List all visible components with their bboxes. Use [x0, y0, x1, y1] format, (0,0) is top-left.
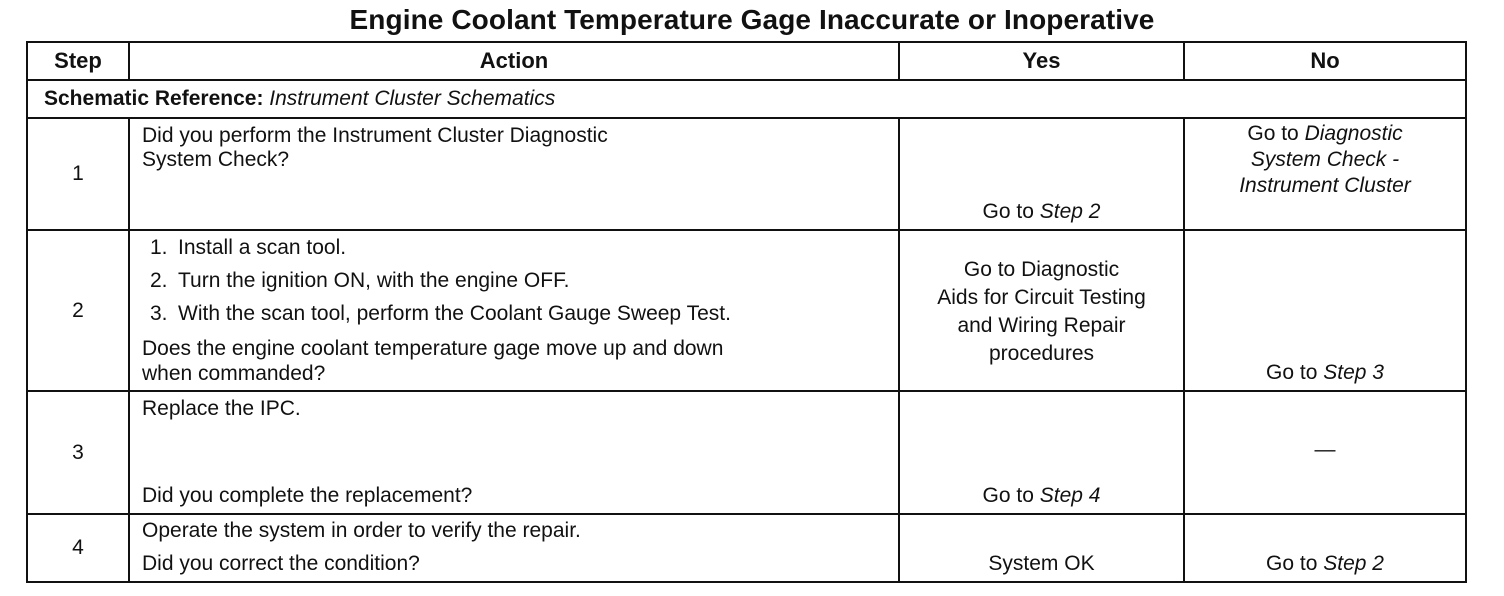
diagnostic-link[interactable]: System Check - [1250, 148, 1400, 171]
no-text: — [1314, 438, 1336, 461]
header-yes: Yes [899, 42, 1184, 80]
schematic-reference-row [27, 80, 1466, 118]
yes-text: Go to [982, 484, 1034, 507]
yes-cell [899, 118, 1184, 230]
no-text: Go to [1266, 361, 1318, 384]
yes-text: System OK [988, 552, 1095, 575]
diagnostic-aids-link[interactable]: Aids for Circuit Testing [937, 286, 1146, 309]
list-item: 3. With the scan tool, perform the Coolant Gauge Sweep Test. [150, 302, 731, 325]
schematic-reference-link[interactable]: Instrument Cluster Schematics [269, 87, 556, 110]
no-cell [1184, 391, 1466, 514]
question-text: Did you correct the condition? [142, 552, 420, 575]
diagnostic-aids-link[interactable]: and Wiring Repair [957, 314, 1126, 337]
step-number: 2 [27, 230, 129, 391]
step-link[interactable]: Step 3 [1323, 361, 1384, 384]
step-link[interactable]: Step 4 [1039, 484, 1101, 507]
diagnostic-aids-link[interactable]: Go to Diagnostic [963, 258, 1120, 281]
action-cell [129, 514, 899, 582]
step-number: 4 [27, 514, 129, 582]
diagnostic-link[interactable]: Instrument Cluster [1239, 174, 1411, 197]
table-row [27, 118, 1466, 230]
question-text: Does the engine coolant temperature gage move up and down [142, 337, 724, 360]
procedure-list [130, 231, 898, 330]
yes-text: Go to [982, 200, 1034, 223]
page-title: Engine Coolant Temperature Gage Inaccurate or Inoperative [349, 4, 1155, 35]
step-number: 1 [27, 118, 129, 230]
diagnostic-table [26, 41, 1467, 583]
action-text: Operate the system in order to verify the repair. [142, 519, 581, 542]
no-cell [1184, 118, 1466, 230]
action-cell [129, 391, 899, 514]
step-link[interactable]: Step 2 [1039, 200, 1101, 223]
no-cell [1184, 230, 1466, 391]
yes-cell [899, 230, 1184, 391]
header-action: Action [129, 42, 899, 80]
schematic-reference-label: Schematic Reference: [44, 87, 264, 110]
no-text: Go to [1266, 552, 1318, 575]
schematic-reference [27, 80, 1466, 118]
action-cell [129, 118, 899, 230]
header-step: Step [27, 42, 129, 80]
yes-cell [899, 391, 1184, 514]
yes-cell [899, 514, 1184, 582]
action-text: System Check? [142, 148, 290, 171]
question-text: Did you complete the replacement? [142, 484, 473, 507]
action-cell [129, 230, 899, 391]
question-text: when commanded? [142, 362, 326, 385]
list-item: 2. Turn the ignition ON, with the engine OFF. [150, 269, 570, 292]
step-number: 3 [27, 391, 129, 514]
list-item: 1. Install a scan tool. [150, 236, 347, 259]
action-text: Did you perform the Instrument Cluster Diagnostic [142, 124, 608, 147]
table-row [27, 514, 1466, 582]
no-cell [1184, 514, 1466, 582]
table-row [27, 391, 1466, 514]
step-link[interactable]: Step 2 [1323, 552, 1384, 575]
action-text: Replace the IPC. [142, 397, 301, 420]
no-text: Go to [1247, 122, 1299, 145]
header-no: No [1184, 42, 1466, 80]
diagnostic-aids-link[interactable]: procedures [988, 342, 1095, 365]
table-row [27, 230, 1466, 391]
header-row [27, 42, 1466, 80]
diagnostic-link[interactable]: Diagnostic [1304, 122, 1403, 145]
